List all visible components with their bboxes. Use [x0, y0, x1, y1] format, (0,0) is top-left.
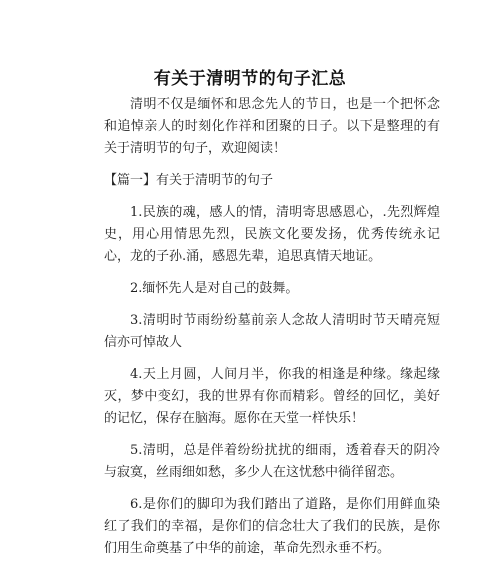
- list-item: 2.缅怀先人是对自己的鼓舞。: [130, 281, 299, 296]
- list-item: 5.清明，总是伴着纷纷扰扰的细雨，透着春天的阴冷与寂寞，丝雨细如愁，多少人在这忧愁中徜徉留恋。: [104, 443, 440, 480]
- document-title: 有关于清明节的句子汇总: [153, 69, 347, 89]
- list-item: 3.清明时节雨纷纷墓前亲人念故人清明时节天晴亮短信亦可悼故人: [104, 313, 440, 350]
- list-item: 6.是你们的脚印为我们踏出了道路，是你们用鲜血染红了我们的幸福，是你们的信念壮大了我们的民族，是你们用生命奠基了中华的前途，革命先烈永垂不朽。: [104, 497, 440, 556]
- intro-paragraph: 清明不仅是缅怀和思念先人的节日，也是一个把怀念和追悼亲人的时刻化作祥和团聚的日子。以下是整理的有关于清明节的句子，欢迎阅读！: [104, 97, 440, 156]
- section-heading: 【篇一】有关于清明节的句子: [104, 173, 274, 188]
- document-body: [104, 94, 440, 560]
- list-item: 1.民族的魂，感人的情，清明寄思感恩心，.先烈辉煌史，用心用情思先烈，民族文化要发扬，优秀传统永记心，龙的子孙.涌，感恩先辈，追思真情天地证。: [104, 205, 440, 264]
- list-item: 4.天上月圆，人间月半，你我的相逢是种缘。缘起缘灭，梦中变幻，我的世界有你而精彩。曾经的回忆，美好的记忆，保存在脑海。愿你在天堂一样快乐！: [104, 367, 440, 426]
